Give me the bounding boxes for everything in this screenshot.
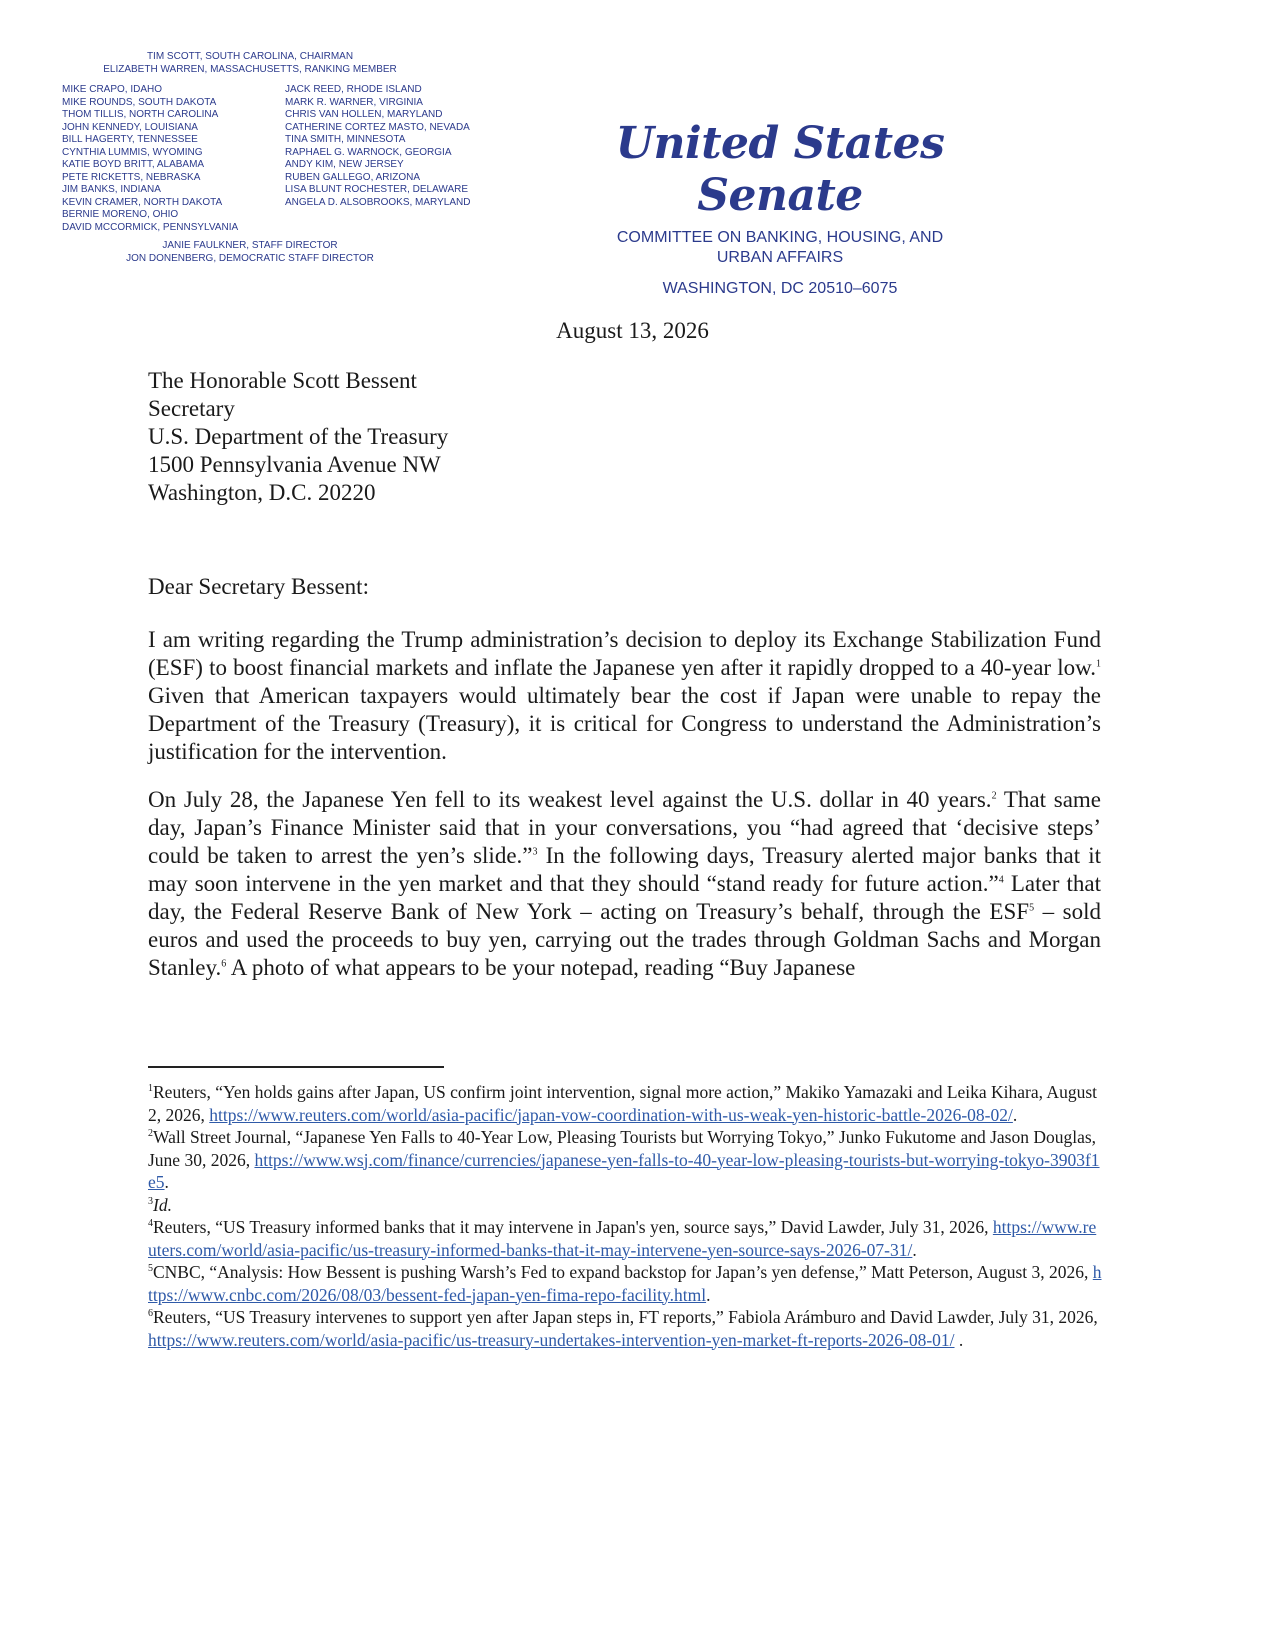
member-name: ANGELA D. ALSOBROOKS, MARYLAND <box>285 196 471 208</box>
member-name: ANDY KIM, NEW JERSEY <box>285 159 404 170</box>
footnote-text: CNBC, “Analysis: How Bessent is pushing Warsh’s Fed to expand backstop for Japan’s yen defense,” Matt Peterson, August 3, 2026, <box>153 1262 1093 1282</box>
body-paragraph-1 <box>148 626 1101 766</box>
text-run: I am writing regarding the Trump administration’s decision to deploy its Exchange Stabilization Fund (ESF) to boost financial markets and inflate the Japanese yen after it rapidly dropped to a 40-year low. <box>148 627 1101 680</box>
footnote-text: Reuters, “US Treasury intervenes to support yen after Japan steps in, FT reports,” Fabiola Arámburo and David Lawder, July 31, 2026, <box>153 1307 1098 1327</box>
member-name: TINA SMITH, MINNESOTA <box>285 134 406 145</box>
salutation: Dear Secretary Bessent: <box>148 574 369 599</box>
footnote-ref: 4 <box>998 874 1004 886</box>
member-name: JIM BANKS, INDIANA <box>62 184 161 195</box>
body-paragraph-2 <box>148 786 1101 982</box>
addressee-line: 1500 Pennsylvania Avenue NW <box>148 452 441 477</box>
member-name: CYNTHIA LUMMIS, WYOMING <box>62 146 203 158</box>
text-run: That same day, Japan’s Finance Minister said that in your conversations, you “had agreed that ‘decisive steps’ could be taken to arrest the yen’s slide.” <box>148 787 1102 868</box>
chairman-line: TIM SCOTT, SOUTH CAROLINA, CHAIRMAN <box>146 51 354 62</box>
committee-line-2: URBAN AFFAIRS <box>716 249 844 266</box>
member-name: CHRIS VAN HOLLEN, MARYLAND <box>285 109 443 120</box>
footnote-link[interactable]: https://www.reuters.com/world/asia-pacific/us-treasury-informed-banks-that-it-may-intervene-yen-source-says-2026-07-31/ <box>148 1217 1097 1260</box>
footnote-number: 6 <box>148 1308 153 1320</box>
democratic-staff-director-line: JON DONENBERG, DEMOCRATIC STAFF DIRECTOR <box>126 252 374 264</box>
staff-director-line: JANIE FAULKNER, STAFF DIRECTOR <box>162 240 338 251</box>
footnote-link[interactable]: https://www.reuters.com/world/asia-pacific/us-treasury-undertakes-intervention-yen-market-ft-reports-2026-08-01/ <box>148 1329 955 1350</box>
footnote-6 <box>148 1306 1103 1351</box>
footnote-tail: . <box>1012 1104 1018 1125</box>
text-run: A photo of what appears to be your notepad, reading “Buy Japanese <box>226 955 856 980</box>
footnote-ref: 6 <box>221 958 227 970</box>
footnote-5 <box>148 1261 1103 1306</box>
footnote-link[interactable]: https://www.cnbc.com/2026/08/03/bessent-fed-japan-yen-fima-repo-facility.html <box>148 1262 1102 1305</box>
text-run: Later that day, the Federal Reserve Bank of New York – acting on Treasury’s behalf, through the ESF <box>148 871 1101 924</box>
senate-seal-block <box>560 118 1000 298</box>
footnote-ref: 5 <box>1029 902 1035 914</box>
member-name: MARK R. WARNER, VIRGINIA <box>285 96 423 108</box>
footnote-ref: 2 <box>991 790 997 802</box>
letter-date: August 13, 2026 <box>556 318 709 343</box>
footnote-tail: . <box>912 1239 917 1260</box>
footnote-number: 4 <box>148 1218 153 1230</box>
text-run: – sold euros and used the proceeds to buy yen, carrying out the trades through Goldman Sachs and Morgan Stanley. <box>148 899 1102 980</box>
footnote-number: 5 <box>148 1263 153 1275</box>
footnote-link[interactable]: https://www.wsj.com/finance/currencies/japanese-yen-falls-to-40-year-low-pleasing-tourists-but-worrying-tokyo-3903f1e5 <box>148 1149 1100 1192</box>
footnote-3 <box>148 1194 1103 1217</box>
committee-name <box>560 228 1000 268</box>
member-name: RAPHAEL G. WARNOCK, GEORGIA <box>285 146 452 158</box>
addressee-line: The Honorable Scott Bessent <box>148 368 417 393</box>
member-name: DAVID MCCORMICK, PENNSYLVANIA <box>62 221 239 233</box>
right-members-list <box>285 84 470 209</box>
footnote-text: Wall Street Journal, “Japanese Yen Falls to 40-Year Low, Pleasing Tourists but Worrying Tokyo,” Junko Fukutome and Jason Douglas, June 30, 2026, <box>148 1127 1097 1170</box>
footnote-tail: . <box>954 1329 964 1350</box>
addressee-line: U.S. Department of the Treasury <box>148 424 449 449</box>
committee-line-1: COMMITTEE ON BANKING, HOUSING, AND <box>616 229 944 246</box>
ranking-member-line: ELIZABETH WARREN, MASSACHUSETTS, RANKING MEMBER <box>103 64 397 75</box>
footnote-ref: 3 <box>532 846 538 858</box>
addressee-line: Secretary <box>148 396 235 421</box>
member-name: LISA BLUNT ROCHESTER, DELAWARE <box>285 184 469 195</box>
footnote-divider <box>148 1066 444 1068</box>
member-name: BILL HAGERTY, TENNESSEE <box>62 134 198 145</box>
left-members-list <box>62 84 238 234</box>
footnote-text: Id. <box>153 1194 172 1215</box>
footnote-4 <box>148 1216 1103 1261</box>
committee-address: WASHINGTON, DC 20510–6075 <box>662 280 898 297</box>
addressee-line: Washington, D.C. 20220 <box>148 480 376 505</box>
footnote-text: Reuters, “US Treasury informed banks that it may intervene in Japan's yen, source says,” David Lawder, July 31, 2026, <box>153 1217 993 1237</box>
text-run: Given that American taxpayers would ultimately bear the cost if Japan were unable to repay the Department of the Treasury (Treasury), it is critical for Congress to understand the Administration’s justification for the intervention. <box>148 683 1101 764</box>
footnote-number: 1 <box>148 1083 153 1095</box>
member-name: JACK REED, RHODE ISLAND <box>285 84 422 95</box>
member-name: PETE RICKETTS, NEBRASKA <box>62 171 201 183</box>
letterhead-leadership <box>0 50 500 76</box>
member-name: KEVIN CRAMER, NORTH DAKOTA <box>62 196 223 208</box>
member-name: JOHN KENNEDY, LOUISIANA <box>62 121 198 133</box>
text-run: In the following days, Treasury alerted major banks that it may soon intervene in the yen market and that they should “stand ready for future action.” <box>148 843 1101 896</box>
member-name: BERNIE MORENO, OHIO <box>62 209 179 220</box>
member-name: MIKE ROUNDS, SOUTH DAKOTA <box>62 96 217 108</box>
footnote-link[interactable]: https://www.reuters.com/world/asia-pacific/japan-vow-coordination-with-us-weak-yen-historic-battle-2026-08-02/ <box>209 1104 1013 1125</box>
footnote-2 <box>148 1126 1103 1194</box>
footnote-tail: . <box>706 1284 711 1305</box>
member-name: RUBEN GALLEGO, ARIZONA <box>285 171 421 183</box>
staff-directors <box>100 240 400 265</box>
text-run: On July 28, the Japanese Yen fell to its weakest level against the U.S. dollar in 40 years. <box>148 787 992 812</box>
member-name: THOM TILLIS, NORTH CAROLINA <box>62 109 219 120</box>
footnote-text: Reuters, “Yen holds gains after Japan, US confirm joint intervention, signal more action,” Makiko Yamazaki and Leika Kihara, August 2, 2026, <box>148 1082 1097 1125</box>
member-name: KATIE BOYD BRITT, ALABAMA <box>62 159 205 170</box>
member-name: CATHERINE CORTEZ MASTO, NEVADA <box>285 121 470 133</box>
footnote-number: 3 <box>148 1195 153 1207</box>
addressee-block <box>148 367 448 507</box>
footnote-number: 2 <box>148 1128 153 1140</box>
senate-title: United States Senate <box>615 118 945 221</box>
footnotes-section <box>148 1081 1103 1351</box>
footnote-tail: . <box>164 1172 169 1192</box>
member-name: MIKE CRAPO, IDAHO <box>62 84 163 95</box>
footnote-1 <box>148 1081 1103 1126</box>
footnote-ref: 1 <box>1096 658 1101 670</box>
